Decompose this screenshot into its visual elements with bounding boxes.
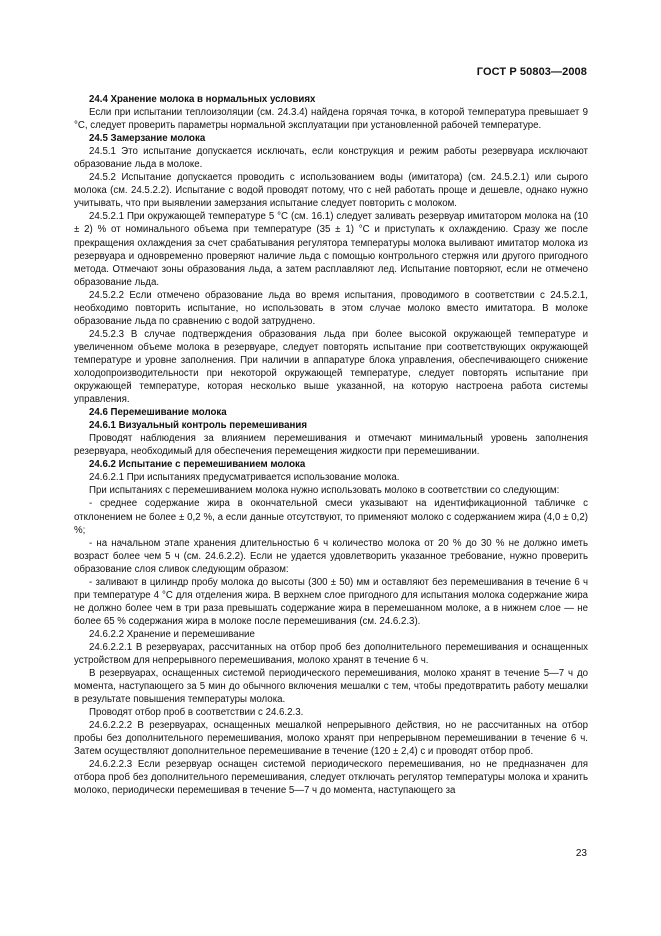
paragraph: 24.6.2.2 Хранение и перемешивание [89, 628, 255, 640]
paragraph: - заливают в цилиндр пробу молока до высоты (300 ± 50) мм и оставляют без перемешивания в течение 6 ч при температуре 4 °С для отделения жира. В верхнем слое пригодного для испытания молока содержание жира не должно более чем в три раза превышать содержание жира в перемешанном молоке, а в нижнем слое — не более 65 % содержания жира в молоке после перемешивания (см. 24.6.2.3). [74, 576, 588, 627]
section-heading: 24.4 Хранение молока в нормальных условиях [89, 94, 316, 105]
paragraph: Проводят отбор проб в соответствии с 24.6.2.3. [89, 707, 304, 719]
document-body [74, 93, 588, 798]
paragraph: 24.6.2.2.2 В резервуарах, оснащенных мешалкой непрерывного действия, но не рассчитанных на отбор пробы без дополнительного перемешивания, молоко хранят при непрерывном перемешивании в течение 6 ч. Затем осуществляют дополнительное перемешивание в течение (120 ± 2,4) с и проводят отбор проб. [74, 720, 588, 758]
paragraph: 24.5.1 Это испытание допускается исключать, если конструкция и режим работы резервуара исключают образование льда в молоке. [74, 146, 588, 171]
paragraph: При испытаниях с перемешиванием молока нужно использовать молоко в соответствии со следующим: [89, 485, 560, 497]
paragraph: Проводят наблюдения за влиянием перемешивания и отмечают минимальный уровень заполнения резервуара, необходимый для обеспечения перемещения жидкости при перемешивании. [74, 433, 588, 458]
paragraph: 24.5.2.3 В случае подтверждения образования льда при более высокой окружающей температуре и увеличенном объеме молока в резервуаре, следует повторять испытание при соответствующих окружающей температуре и уровне заполнения. При наличии в аппаратуре блока управления, обеспечивающего снижение холодопроизводительности при некоторой окружающей температуре, следует повторять испытание при окружающей температуре, которая несколько выше указанной, на которую настроена работа системы управления. [74, 328, 588, 406]
page-number: 23 [575, 848, 587, 859]
paragraph: 24.6.2.1 При испытаниях предусматривается использование молока. [89, 472, 400, 484]
paragraph: - на начальном этапе хранения длительностью 6 ч количество молока от 20 % до 30 % не должно иметь возраст более чем 5 ч (см. 24.6.2.2). Если не удается удовлетворить указанное требование, нужно проверить образование слоя сливок следующим образом: [74, 537, 588, 575]
paragraph: 24.6.2.2.3 Если резервуар оснащен системой периодического перемешивания, но не предназначен для отбора проб без дополнительного перемешивания, следует отключать регулятор температуры молока и хранить молоко, периодически перемешивая в течение 5—7 ч до момента, наступающего за [74, 759, 588, 797]
section-heading: 24.6 Перемешивание молока [89, 407, 227, 419]
paragraph: В резервуарах, оснащенных системой периодического перемешивания, молоко хранят в течение 5—7 ч до момента, наступающего за 5 мин до обычного включения мешалки с тем, чтобы предотвратить работу мешалки в результате повышения температуры молока. [74, 668, 588, 706]
section-heading: 24.5 Замерзание молока [89, 133, 206, 145]
section-heading: 24.6.2 Испытание с перемешиванием молока [89, 459, 306, 471]
paragraph: - среднее содержание жира в окончательной смеси указывают на идентификационной табличке с отклонением не более ± 0,2 %, а если данные отсутствуют, то применяют молоко с содержанием жира (4,0 ± 0,2) %; [74, 498, 588, 536]
paragraph: 24.5.2 Испытание допускается проводить с использованием воды (имитатора) (см. 24.5.2.1) или сырого молока (см. 24.5.2.2). Испытание с водой проводят потому, что с ней работать проще и дешевле, однако нужно учитывать, что при выявлении замерзания испытание следует повторить с молоком. [74, 172, 588, 210]
paragraph: Если при испытании теплоизоляции (см. 24.3.4) найдена горячая точка, в которой температура превышает 9 °С, следует проверить параметры нормальной эксплуатации при установленной рабочей температуре. [74, 107, 588, 132]
paragraph: 24.6.2.2.1 В резервуарах, рассчитанных на отбор проб без дополнительного перемешивания и оснащенных устройством для непрерывного перемешивания, молоко хранят в течение 6 ч. [74, 641, 588, 667]
paragraph: 24.5.2.1 При окружающей температуре 5 °С (см. 16.1) следует заливать резервуар имитатором молока на (10 ± 2) % от номинального объема при температуре (35 ± 1) °С и приступать к охлаждению. Сразу же после прекращения охлаждения за счет срабатывания регулятора температуры молока выливают имитатор молока из резервуара и одновременно проверяют наличие льда с помощью контрольного стержня или другого пригодного метода. Отмечают зоны образования льда, а затем расплавляют лед. Испытание повторяют, если не отмечено образование льда. [74, 211, 588, 288]
section-heading: 24.6.1 Визуальный контроль перемешивания [89, 420, 307, 432]
document-header: ГОСТ Р 50803—2008 [476, 66, 587, 78]
paragraph: 24.5.2.2 Если отмечено образование льда во время испытания, проводимого в соответствии с 24.5.2.1, необходимо повторить испытание, но использовать в этом случае молоко вместо имитатора. В молоке образование льда по сравнению с водой затруднено. [74, 289, 588, 327]
